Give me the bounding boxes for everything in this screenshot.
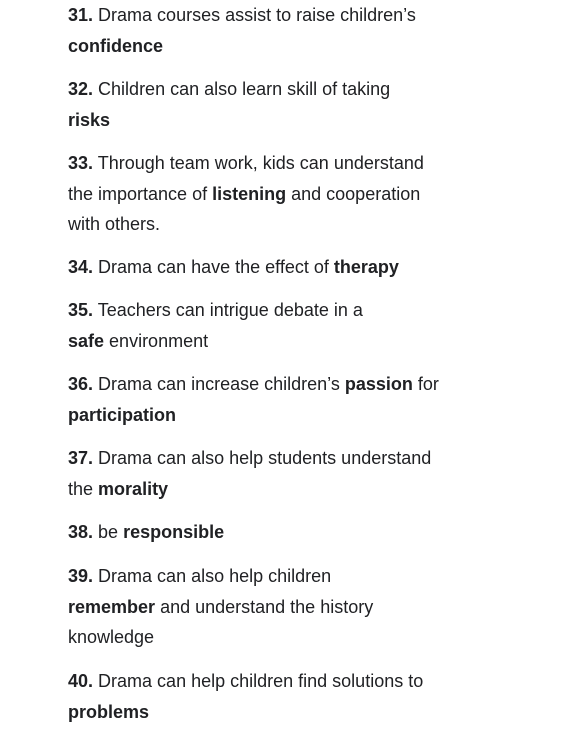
answer-text: Drama can also help students understand the	[68, 448, 432, 499]
answer-number: 36.	[68, 374, 94, 394]
answer-item-35	[68, 295, 488, 356]
answer-item-39	[68, 561, 488, 653]
answer-number: 32.	[68, 79, 94, 99]
answer-number: 38.	[68, 522, 94, 542]
answer-text: be	[98, 522, 119, 542]
answer-number: 40.	[68, 671, 94, 691]
answer-text: Drama can increase children’s	[98, 374, 340, 394]
answer-keyword: passion	[344, 374, 413, 394]
answer-number: 31.	[68, 5, 94, 25]
answer-text: Through team work, kids can understand the importance of	[68, 153, 424, 204]
answer-keyword: problems	[68, 701, 150, 722]
answer-item-37	[68, 443, 488, 504]
answer-item-34	[68, 252, 488, 283]
answer-keyword: safe	[68, 330, 105, 351]
answer-text: Drama courses assist to raise children’s	[98, 5, 416, 25]
answer-text: Children can also learn skill of taking	[98, 79, 391, 99]
answer-text-after: and cooperation with others.	[68, 183, 421, 234]
answer-number: 39.	[68, 566, 94, 586]
answer-keyword-2: participation	[68, 404, 177, 425]
answer-text-after: for	[417, 374, 439, 394]
answer-item-32	[68, 74, 488, 135]
answer-item-38	[68, 517, 488, 548]
answer-keyword: risks	[68, 109, 111, 130]
answer-number: 37.	[68, 448, 94, 468]
answer-keyword: responsible	[123, 522, 225, 542]
answer-item-33	[68, 148, 488, 240]
answer-keyword: confidence	[68, 35, 164, 56]
answer-item-36	[68, 369, 488, 430]
answer-number: 33.	[68, 153, 94, 173]
answer-text: Teachers can intrigue debate in a	[97, 300, 363, 320]
answer-text: Drama can help children find solutions to	[98, 671, 424, 691]
answer-keyword: remember	[68, 596, 156, 617]
answer-number: 34.	[68, 257, 94, 277]
answer-item-31	[68, 0, 488, 61]
answer-keyword: listening	[212, 183, 287, 204]
answer-text: Drama can also help children	[98, 566, 332, 586]
answer-text-after: environment	[109, 330, 209, 351]
answer-number: 35.	[68, 300, 94, 320]
answer-keyword: therapy	[333, 257, 399, 277]
answer-item-40	[68, 666, 488, 727]
answer-keyword: morality	[98, 478, 169, 499]
answer-text: Drama can have the effect of	[98, 257, 329, 277]
answer-text-after: and understand the history knowledge	[68, 596, 374, 647]
